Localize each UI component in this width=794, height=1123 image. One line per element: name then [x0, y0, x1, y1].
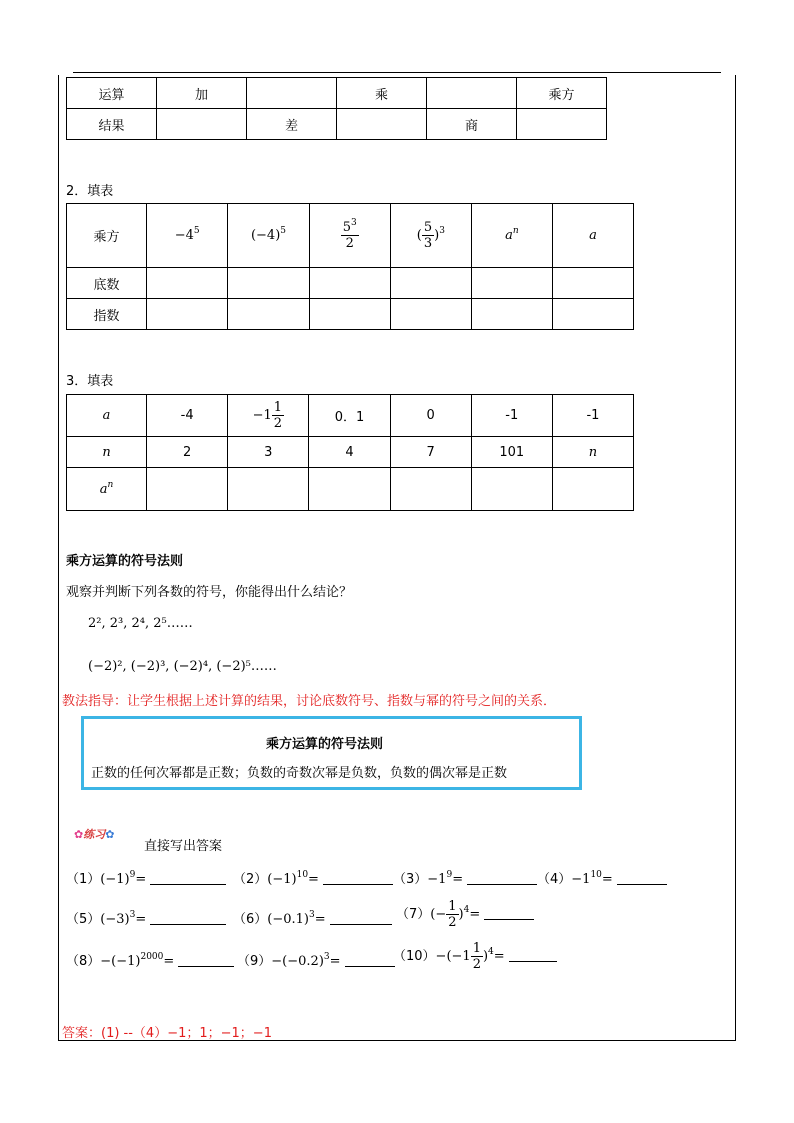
cell-a-value: -4: [147, 395, 228, 437]
answer-key: 答案：(1) --（4）−1；1；−1；−1: [62, 1026, 272, 1041]
exercise-5: $(5)(-3)^3=$: [66, 908, 226, 927]
cell-a-value: -1: [552, 395, 633, 437]
cell-empty: [247, 78, 337, 109]
answer-blank[interactable]: [345, 954, 395, 967]
practice-badge: ✿练习✿: [74, 828, 115, 841]
exercise-9: $(9)-(-0.2)^3=$: [237, 950, 395, 969]
powers-of-two-line: 2², 2³, 2⁴, 2⁵……: [88, 616, 193, 631]
exercise-4: $(4)-1^{10}=$: [537, 868, 667, 887]
answer-cell: [147, 299, 228, 330]
value-table: [66, 394, 634, 511]
answer-blank[interactable]: [150, 872, 226, 885]
sign-rule-question: 观察并判断下列各数的符号，你能得出什么结论？: [66, 585, 353, 600]
answer-cell: [147, 468, 228, 511]
answer-cell: [471, 299, 552, 330]
powers-of-neg-two-line: (−2)², (−2)³, (−2)⁴, (−2)⁵……: [88, 659, 277, 674]
cell-a-value: 0．1: [309, 395, 390, 437]
row-label-a: a: [67, 395, 147, 437]
row-label-exponent: 指数: [67, 299, 147, 330]
answer-blank[interactable]: [484, 907, 534, 920]
answer-blank[interactable]: [509, 949, 557, 962]
exercise-7: （7）(− $\frac{1}{2}$ )$^4$=: [396, 900, 534, 929]
answer-blank[interactable]: [617, 872, 667, 885]
operation-table: [66, 77, 607, 140]
cell-empty: [337, 109, 427, 140]
answer-cell: [552, 268, 633, 299]
row-label-power: 乘方: [67, 204, 147, 268]
exercise-2: $(2)(-1)^{10}=$: [233, 868, 393, 887]
answer-cell: [390, 268, 471, 299]
answer-cell: [228, 268, 309, 299]
answer-blank[interactable]: [330, 912, 392, 925]
cell-empty: [157, 109, 247, 140]
answer-cell: [228, 299, 309, 330]
sparkle-icon: ✿: [74, 828, 84, 841]
answer-cell: [471, 268, 552, 299]
row-label-a-pow-n: $a^n$: [67, 468, 147, 511]
row-label-base: 底数: [67, 268, 147, 299]
row-label-n: n: [67, 437, 147, 468]
cell-n-value: 4: [309, 437, 390, 468]
cell-n-value: 2: [147, 437, 228, 468]
section3-title: 3．填表: [66, 374, 114, 389]
cell-pow: 乘方: [517, 78, 607, 109]
header-rule: [73, 72, 721, 73]
answer-blank[interactable]: [467, 872, 537, 885]
answer-cell: [309, 299, 390, 330]
cell-mul: 乘: [337, 78, 427, 109]
cell-a-value: -1: [471, 395, 552, 437]
answer-cell: [552, 468, 633, 511]
exercise-1: $(1)(-1)^9=$: [66, 868, 226, 887]
cell-a: a: [552, 204, 633, 268]
answer-blank[interactable]: [178, 954, 234, 967]
answer-cell: [471, 468, 552, 511]
cell-n-value: n: [552, 437, 633, 468]
answer-blank[interactable]: [150, 912, 226, 925]
cell-paren-neg4-5: $(-4)^5$: [228, 204, 309, 268]
cell-neg4-5: $-4^5$: [147, 204, 228, 268]
answer-cell: [309, 268, 390, 299]
answer-cell: [390, 299, 471, 330]
power-table: [66, 203, 634, 330]
cell-op-label: 运算: [67, 78, 157, 109]
cell-frac-5cubed-over-2: $\frac{5^3}{2}$: [309, 204, 390, 268]
cell-empty: [517, 109, 607, 140]
answer-cell: [390, 468, 471, 511]
answer-blank[interactable]: [323, 872, 393, 885]
section2-title: 2．填表: [66, 184, 114, 199]
answer-cell: [147, 268, 228, 299]
sign-rule-box-title: 乘方运算的符号法则: [266, 737, 384, 752]
exercise-10: （10）−(−1 $\frac{1}{2}$ )$^4$=: [393, 942, 557, 971]
cell-empty: [427, 78, 517, 109]
cell-quot: 商: [427, 109, 517, 140]
exercise-6: $(6)(-0.1)^3=$: [233, 908, 392, 927]
practice-instruction: 直接写出答案: [144, 839, 223, 854]
cell-diff: 差: [247, 109, 337, 140]
exercise-3: $(3)-1^9=$: [393, 868, 537, 887]
exercise-8: $(8)-(-1)^{2000}=$: [66, 950, 234, 969]
sparkle-icon: ✿: [105, 828, 115, 841]
cell-n-value: 101: [471, 437, 552, 468]
cell-a-value: 0: [390, 395, 471, 437]
cell-result-label: 结果: [67, 109, 157, 140]
cell-n-value: 3: [228, 437, 309, 468]
answer-cell: [228, 468, 309, 511]
sign-rule-box-text: 正数的任何次幂都是正数；负数的奇数次幂是负数，负数的偶次幂是正数: [91, 766, 508, 781]
sign-rule-heading: 乘方运算的符号法则: [66, 554, 184, 569]
answer-cell: [309, 468, 390, 511]
cell-frac-5over3-cubed: ( $\frac{5}{3}$ )$^3$: [390, 204, 471, 268]
cell-a-n: $a^n$: [471, 204, 552, 268]
teaching-note: 教法指导：让学生根据上述计算的结果，讨论底数符号、指数与幂的符号之间的关系．: [62, 694, 557, 709]
cell-n-value: 7: [390, 437, 471, 468]
cell-a-mixed-fraction: −1 $\frac{1}{2}$: [228, 395, 309, 437]
cell-add: 加: [157, 78, 247, 109]
answer-cell: [552, 299, 633, 330]
